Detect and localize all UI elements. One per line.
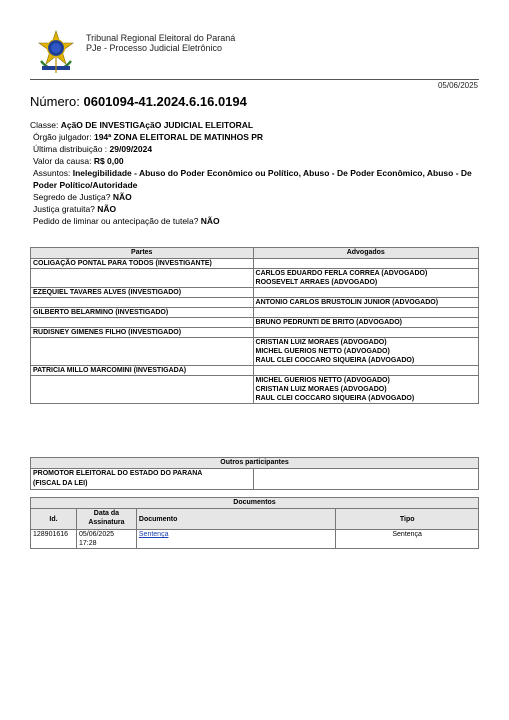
- document-type: Sentença: [336, 530, 479, 549]
- col-data-line2: Assinatura: [88, 519, 125, 526]
- partes-header: Partes: [31, 248, 254, 259]
- process-metadata: [30, 119, 480, 227]
- process-number: [30, 94, 247, 109]
- segredo-value: NÃO: [112, 192, 132, 202]
- outros-lawyers: [253, 469, 478, 490]
- valor-row: [30, 155, 480, 167]
- lawyers-list: [253, 338, 478, 366]
- court-header: [86, 33, 235, 53]
- lawyers-party-empty: [31, 376, 254, 404]
- party-name: EZEQUIEL TAVARES ALVES (INVESTIGADO): [31, 288, 254, 298]
- distribuicao-row: [30, 143, 480, 155]
- document-link[interactable]: Sentença: [138, 531, 169, 538]
- col-data-line1: Data da: [93, 510, 120, 517]
- orgao-row: [30, 131, 480, 143]
- lawyer-name: RAUL CLEI COCCARO SIQUEIRA (ADVOGADO): [255, 357, 415, 364]
- gratuita-row: [30, 203, 480, 215]
- outros-header: Outros participantes: [31, 458, 479, 469]
- outros-party-name: PROMOTOR ELEITORAL DO ESTADO DO PARANA: [33, 470, 203, 477]
- orgao-label: Órgão julgador:: [33, 132, 92, 142]
- orgao-value: 194ª ZONA ELEITORAL DE MATINHOS PR: [93, 132, 264, 142]
- party-name: PATRICIA MILLO MARCOMINI (INVESTIGADA): [31, 366, 254, 376]
- lawyer-name: MICHEL GUERIOS NETTO (ADVOGADO): [255, 348, 390, 355]
- lawyer-name: ROOSEVELT ARRAES (ADVOGADO): [255, 279, 378, 286]
- lawyers-row: [31, 318, 479, 328]
- col-tipo-header: Tipo: [336, 509, 479, 530]
- party-name: RUDISNEY GIMENES FILHO (INVESTIGADO): [31, 328, 254, 338]
- classe-label: Classe:: [30, 120, 59, 130]
- lawyers-list: [253, 269, 478, 288]
- lawyers-row: [31, 269, 479, 288]
- document-row: [31, 530, 479, 549]
- lawyer-name: RAUL CLEI COCCARO SIQUEIRA (ADVOGADO): [255, 395, 415, 402]
- party-row: [31, 259, 479, 269]
- lawyer-name: BRUNO PEDRUNTI DE BRITO (ADVOGADO): [255, 319, 402, 326]
- lawyer-name: CRISTIAN LUIZ MORAES (ADVOGADO): [255, 339, 387, 346]
- documentos-header: Documentos: [31, 498, 479, 509]
- lawyers-row: [31, 338, 479, 366]
- valor-label: Valor da causa:: [33, 156, 92, 166]
- lawyers-party-empty: [31, 318, 254, 328]
- liminar-row: [30, 215, 480, 227]
- partes-body: [31, 259, 479, 404]
- lawyer-name: MICHEL GUERIOS NETTO (ADVOGADO): [255, 377, 390, 384]
- lawyers-list: [253, 318, 478, 328]
- assuntos-value: Inelegibilidade - Abuso do Poder Econômico ou Político, Abuso - De Poder Econômico, Abuso - De Poder Político/Autoridade: [33, 168, 472, 190]
- distribuicao-value: 29/09/2024: [109, 144, 153, 154]
- lawyers-list: [253, 376, 478, 404]
- process-number-label: Número:: [30, 94, 80, 109]
- report-date: 05/06/2025: [437, 81, 478, 90]
- segredo-row: [30, 191, 480, 203]
- valor-value: R$ 0,00: [93, 156, 124, 166]
- party-row: [31, 288, 479, 298]
- outros-party: [31, 469, 254, 490]
- col-documento-header: Documento: [136, 509, 335, 530]
- header-divider: [30, 79, 479, 80]
- document-date: [76, 530, 136, 549]
- assuntos-label: Assuntos:: [33, 168, 71, 178]
- party-name: GILBERTO BELARMINO (INVESTIGADO): [31, 308, 254, 318]
- lawyers-list: [253, 298, 478, 308]
- advogados-header: Advogados: [253, 248, 478, 259]
- documentos-table: [30, 497, 479, 549]
- distribuicao-label: Última distribuição :: [33, 144, 108, 154]
- lawyers-party-empty: [31, 298, 254, 308]
- gratuita-value: NÃO: [97, 204, 117, 214]
- documentos-body: [31, 530, 479, 549]
- party-lawyer-empty: [253, 259, 478, 269]
- lawyers-party-empty: [31, 269, 254, 288]
- document-name-cell: [136, 530, 335, 549]
- classe-value: AçãO DE INVESTIGAçãO JUDICIAL ELEITORAL: [60, 120, 254, 130]
- outros-participantes-table: [30, 457, 479, 490]
- col-data-header: [76, 509, 136, 530]
- document-id: 128901616: [31, 530, 77, 549]
- party-row: [31, 328, 479, 338]
- brazil-coat-of-arms-icon: [36, 30, 76, 74]
- classe-row: [30, 119, 480, 131]
- liminar-label: Pedido de liminar ou antecipação de tutela?: [33, 216, 199, 226]
- process-number-value: 0601094-41.2024.6.16.0194: [83, 94, 247, 109]
- outros-party-role: (FISCAL DA LEI): [33, 480, 88, 487]
- lawyers-row: [31, 376, 479, 404]
- lawyers-row: [31, 298, 479, 308]
- lawyer-name: CRISTIAN LUIZ MORAES (ADVOGADO): [255, 386, 387, 393]
- document-date-time: 17:28: [78, 540, 97, 547]
- court-name: Tribunal Regional Eleitoral do Paraná: [86, 33, 236, 43]
- party-lawyer-empty: [253, 328, 478, 338]
- col-id-header: Id.: [31, 509, 77, 530]
- party-lawyer-empty: [253, 288, 478, 298]
- party-row: [31, 308, 479, 318]
- lawyer-name: ANTONIO CARLOS BRUSTOLIN JUNIOR (ADVOGADO): [255, 299, 439, 306]
- party-lawyer-empty: [253, 308, 478, 318]
- document-date-day: 05/06/2025: [78, 531, 115, 538]
- system-name: PJe - Processo Judicial Eletrônico: [86, 43, 223, 53]
- lawyer-name: CARLOS EDUARDO FERLA CORREA (ADVOGADO): [255, 270, 428, 277]
- partes-table: [30, 247, 479, 404]
- liminar-value: NÃO: [200, 216, 220, 226]
- gratuita-label: Justiça gratuita?: [33, 204, 95, 214]
- party-lawyer-empty: [253, 366, 478, 376]
- assuntos-row: [30, 167, 480, 191]
- lawyers-party-empty: [31, 338, 254, 366]
- segredo-label: Segredo de Justiça?: [33, 192, 111, 202]
- party-row: [31, 366, 479, 376]
- party-name: COLIGAÇÃO PONTAL PARA TODOS (INVESTIGANTE): [31, 259, 254, 269]
- outros-row: [31, 469, 479, 490]
